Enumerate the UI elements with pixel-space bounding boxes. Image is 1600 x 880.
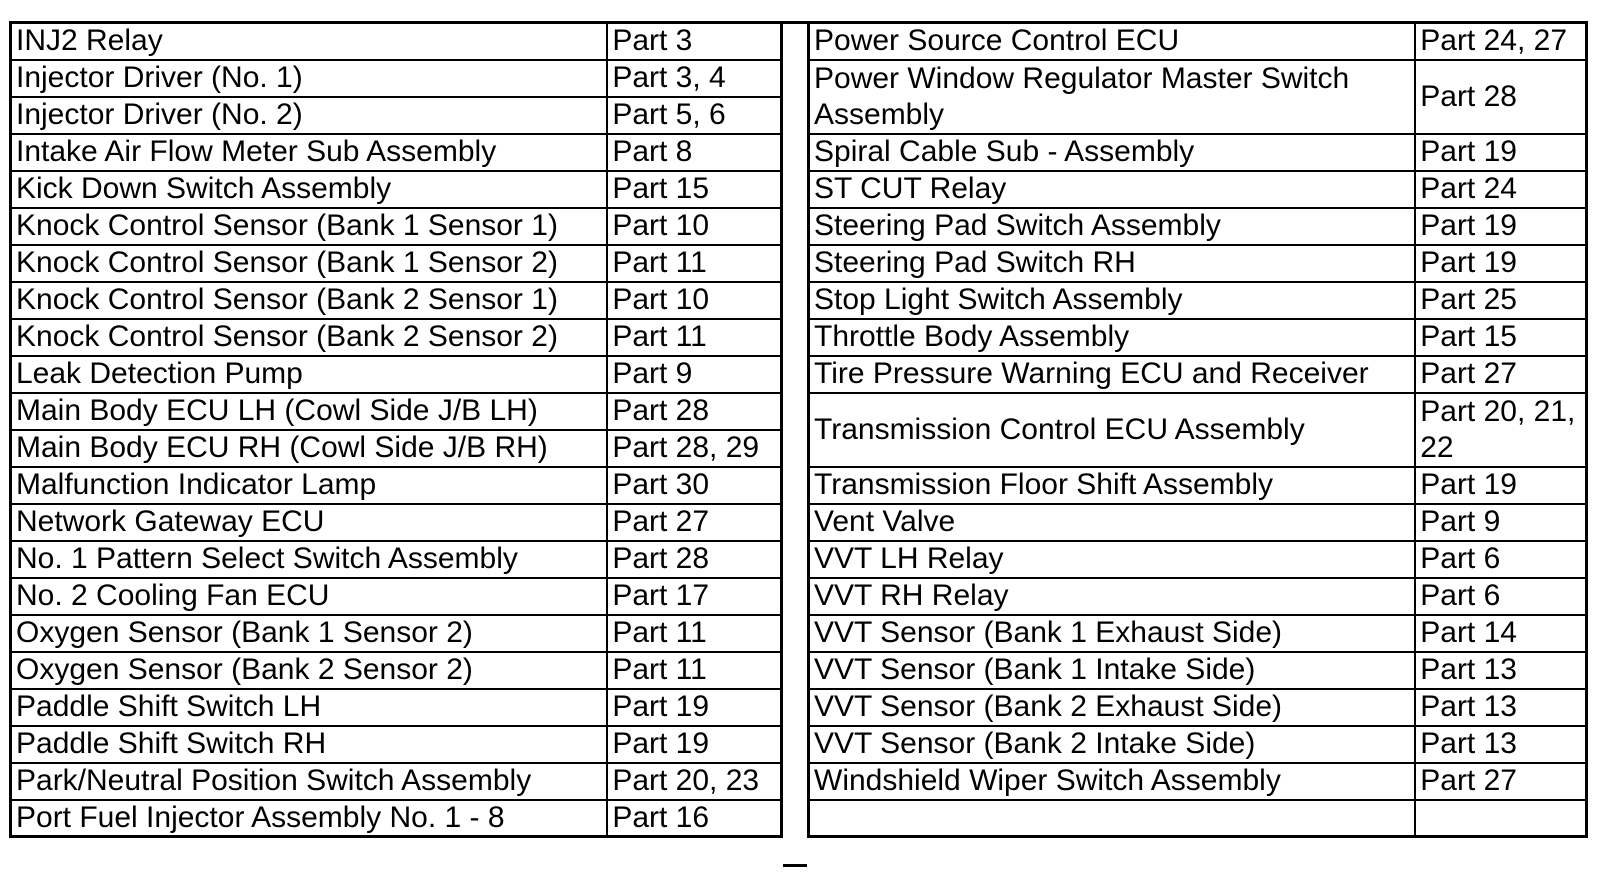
component-name: INJ2 Relay [11,23,608,60]
table-row [11,208,782,245]
component-name: Steering Pad Switch RH [809,245,1416,282]
part-reference: Part 27 [1415,763,1586,800]
table-row [11,689,782,726]
table-row [809,282,1587,319]
table-row [11,504,782,541]
component-name: Kick Down Switch Assembly [11,171,608,208]
table-row [809,319,1587,356]
part-reference: Part 11 [607,319,781,356]
part-reference: Part 15 [1415,319,1586,356]
table-row [809,208,1587,245]
part-reference: Part 19 [607,726,781,763]
part-reference: Part 27 [1415,356,1586,393]
component-name: Injector Driver (No. 2) [11,97,608,134]
component-name: VVT Sensor (Bank 2 Intake Side) [809,726,1416,763]
table-row [11,430,782,467]
component-name: Intake Air Flow Meter Sub Assembly [11,134,608,171]
table-row [11,578,782,615]
component-name: Spiral Cable Sub - Assembly [809,134,1416,171]
part-reference: Part 9 [1415,504,1586,541]
part-reference: Part 11 [607,245,781,282]
component-name: Paddle Shift Switch RH [11,726,608,763]
table-divider-gap [783,21,807,867]
table-row [11,23,782,60]
part-reference: Part 20, 23 [607,763,781,800]
component-name: VVT Sensor (Bank 1 Intake Side) [809,652,1416,689]
part-reference: Part 13 [1415,652,1586,689]
table-row [11,726,782,763]
part-reference: Part 11 [607,615,781,652]
part-reference: Part 20, 21, 22 [1415,393,1586,467]
part-reference: Part 5, 6 [607,97,781,134]
parts-index-table-left [9,21,783,838]
component-name: Main Body ECU RH (Cowl Side J/B RH) [11,430,608,467]
part-reference: Part 13 [1415,726,1586,763]
part-reference: Part 28, 29 [607,430,781,467]
table-row [809,800,1587,837]
component-name: Oxygen Sensor (Bank 1 Sensor 2) [11,615,608,652]
part-reference: Part 25 [1415,282,1586,319]
component-name [809,800,1416,837]
table-row [809,171,1587,208]
table-row [11,467,782,504]
table-row [11,541,782,578]
table-row [11,245,782,282]
component-name: Knock Control Sensor (Bank 1 Sensor 2) [11,245,608,282]
table-row [809,763,1587,800]
component-name: Stop Light Switch Assembly [809,282,1416,319]
table-row [11,356,782,393]
part-reference: Part 28 [607,541,781,578]
table-row [809,23,1587,60]
part-reference [1415,800,1586,837]
table-row [809,615,1587,652]
part-reference: Part 8 [607,134,781,171]
table-row [809,652,1587,689]
table-row [11,652,782,689]
part-reference: Part 15 [607,171,781,208]
part-reference: Part 11 [607,652,781,689]
table-row [809,393,1587,467]
part-reference: Part 16 [607,800,781,837]
table-row [809,134,1587,171]
component-name: Knock Control Sensor (Bank 1 Sensor 1) [11,208,608,245]
part-reference: Part 10 [607,208,781,245]
part-reference: Part 9 [607,356,781,393]
table-row [809,245,1587,282]
table-row [809,467,1587,504]
part-reference: Part 17 [607,578,781,615]
part-reference: Part 6 [1415,578,1586,615]
component-name: VVT Sensor (Bank 2 Exhaust Side) [809,689,1416,726]
component-name: Throttle Body Assembly [809,319,1416,356]
part-reference: Part 28 [1415,60,1586,134]
table-row [11,282,782,319]
table-row [11,171,782,208]
table-row [11,97,782,134]
component-name: Transmission Floor Shift Assembly [809,467,1416,504]
component-name: Transmission Control ECU Assembly [809,393,1416,467]
part-reference: Part 19 [1415,208,1586,245]
part-reference: Part 19 [1415,134,1586,171]
component-name: Main Body ECU LH (Cowl Side J/B LH) [11,393,608,430]
component-name: No. 1 Pattern Select Switch Assembly [11,541,608,578]
component-name: Tire Pressure Warning ECU and Receiver [809,356,1416,393]
part-reference: Part 30 [607,467,781,504]
component-name: VVT Sensor (Bank 1 Exhaust Side) [809,615,1416,652]
part-reference: Part 10 [607,282,781,319]
component-name: Power Source Control ECU [809,23,1416,60]
part-reference: Part 19 [1415,467,1586,504]
component-name: Knock Control Sensor (Bank 2 Sensor 2) [11,319,608,356]
component-name: Steering Pad Switch Assembly [809,208,1416,245]
part-reference: Part 3 [607,23,781,60]
table-row [809,504,1587,541]
part-reference: Part 19 [607,689,781,726]
component-name: No. 2 Cooling Fan ECU [11,578,608,615]
component-name: Vent Valve [809,504,1416,541]
table-row [11,60,782,97]
component-name: Leak Detection Pump [11,356,608,393]
component-name: VVT RH Relay [809,578,1416,615]
parts-index-table-right [807,21,1588,838]
component-name: Port Fuel Injector Assembly No. 1 - 8 [11,800,608,837]
table-row [809,689,1587,726]
table-row [809,578,1587,615]
component-name: Oxygen Sensor (Bank 2 Sensor 2) [11,652,608,689]
component-name: Paddle Shift Switch LH [11,689,608,726]
table-row [809,726,1587,763]
part-reference: Part 27 [607,504,781,541]
part-reference: Part 24, 27 [1415,23,1586,60]
table-row [809,356,1587,393]
component-name: Malfunction Indicator Lamp [11,467,608,504]
part-reference: Part 3, 4 [607,60,781,97]
component-name: VVT LH Relay [809,541,1416,578]
component-name: Windshield Wiper Switch Assembly [809,763,1416,800]
part-reference: Part 24 [1415,171,1586,208]
component-name: Power Window Regulator Master Switch Assembly [809,60,1416,134]
part-reference: Part 28 [607,393,781,430]
part-reference: Part 14 [1415,615,1586,652]
component-name: ST CUT Relay [809,171,1416,208]
component-name: Knock Control Sensor (Bank 2 Sensor 1) [11,282,608,319]
table-row [11,393,782,430]
table-row [11,800,782,837]
part-reference: Part 13 [1415,689,1586,726]
table-row [11,763,782,800]
table-row [11,319,782,356]
part-reference: Part 6 [1415,541,1586,578]
component-name: Network Gateway ECU [11,504,608,541]
table-row [11,134,782,171]
table-row [11,615,782,652]
component-name: Injector Driver (No. 1) [11,60,608,97]
part-reference: Part 19 [1415,245,1586,282]
table-row [809,60,1587,134]
table-row [809,541,1587,578]
component-name: Park/Neutral Position Switch Assembly [11,763,608,800]
